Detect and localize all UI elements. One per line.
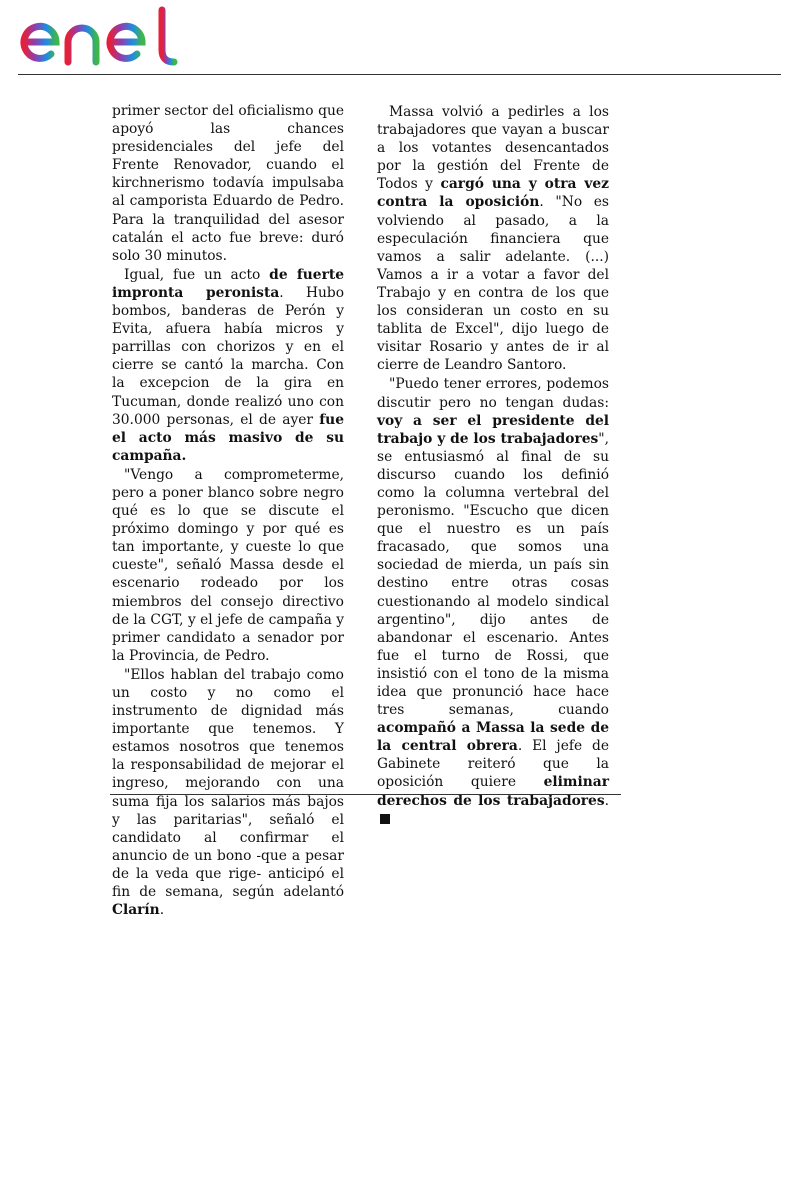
header-rule: [18, 74, 781, 75]
text-run: "Puedo tener errores, podemos discutir pero no tengan dudas:: [377, 376, 609, 411]
bold-text: eliminar derechos de los trabajadores: [377, 774, 609, 809]
bold-text: fue el acto más masivo de su campaña.: [112, 411, 344, 464]
article-paragraph: [112, 666, 344, 919]
article-column-right: [377, 102, 609, 828]
text-run: Massa volvió a pedirles a los trabajadores que vayan a buscar a los votantes desencantados por la gestión del Frente de Todos y: [377, 104, 609, 193]
enel-logo: [16, 4, 181, 68]
text-run: .: [604, 792, 609, 809]
article-paragraph: [377, 103, 609, 374]
bold-text: de fuerte impronta peronista: [112, 266, 344, 301]
bold-text: cargó una y otra vez contra la oposición: [377, 176, 609, 211]
article-paragraph: [112, 266, 344, 465]
article-paragraph: [112, 466, 344, 665]
text-run: . El jefe de Gabinete reiteró que la oposición quiere: [377, 738, 609, 791]
text-run: primer sector del oficialismo que apoyó las chances presidenciales del jefe del Frente Renovador, cuando el kirchnerismo todavía impulsaba al camporista Eduardo de Pedro. Para la tranquilidad del asesor catalán el acto fue breve: duró solo 30 minutos.: [112, 103, 344, 264]
bold-text: acompañó a Massa la sede de la central obrera: [377, 720, 609, 755]
bold-text: voy a ser el presidente del trabajo y de los trabajadores: [377, 412, 609, 447]
text-run: "Ellos hablan del trabajo como un costo y no como el instrumento de dignidad más importante que tenemos. Y estamos nosotros que tenemos la responsabilidad de mejorar el ingreso, mejorando con una suma fija los salarios más bajos y las paritarias", señaló el candidato al confirmar el anuncio de un bono -que a pesar de la veda que rige- anticipó el fin de semana, según adelantó: [112, 666, 344, 901]
article-bottom-rule: [110, 794, 621, 795]
article-paragraph: [377, 375, 609, 827]
article-paragraph: [112, 102, 344, 265]
text-run: Igual, fue un acto: [124, 266, 270, 283]
text-run: . Hubo bombos, banderas de Perón y Evita, afuera había micros y parrillas con chorizos y en el cierre se cantó la marcha. Con la excepcion de la gira en Tucuman, donde realizó uno con 30.000 personas, el de ayer: [112, 284, 344, 428]
end-of-article-square: [380, 814, 390, 824]
text-run: . "No es volviendo al pasado, a la especulación financiera que vamos a salir adelante. (...) Vamos a ir a votar a favor del Trabajo y en contra de los que los consideran un costo en su tablita de Excel", dijo luego de visitar Rosario y antes de ir al cierre de Leandro Santoro.: [377, 194, 609, 374]
text-run: ", se entusiasmó al final de su discurso cuando los definió como la columna vertebral del peronismo. "Escucho que dicen que el nuestro es un país fracasado, que somos una sociedad de mierda, un país sin destino entre otras cosas cuestionando al modelo sindical argentino", dijo antes de abandonar el escenario. Antes fue el turno de Rossi, que insistió con el tono de la misma idea que pronunció hace hace tres semanas, cuando: [377, 430, 609, 719]
bold-text: Clarín: [112, 902, 160, 919]
article-column-left: [112, 102, 344, 919]
text-run: "Vengo a comprometerme, pero a poner blanco sobre negro qué es lo que se discute el próximo domingo y por qué es tan importante, y cueste lo que cueste", señaló Massa desde el escenario rodeado por los miembros del consejo directivo de la CGT, y el jefe de campaña y primer candidato a senador por la Provincia, de Pedro.: [112, 466, 344, 664]
text-run: .: [159, 902, 165, 919]
